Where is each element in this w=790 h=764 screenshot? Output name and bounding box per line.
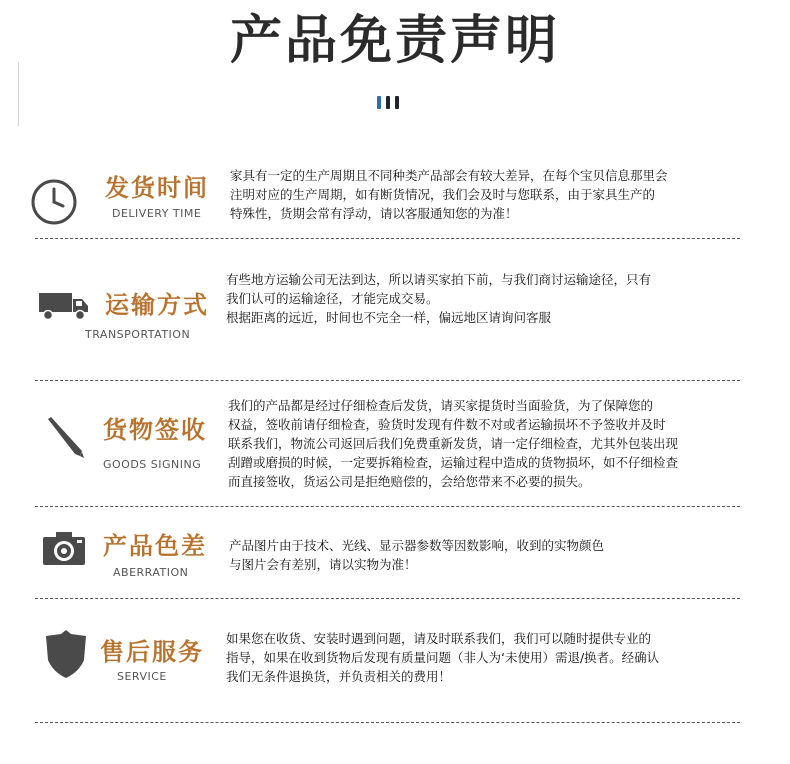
section-heading: 售后服务: [100, 638, 204, 666]
dashed-divider: [35, 722, 740, 723]
section-subheading: ABERRATION: [113, 566, 189, 579]
dashed-divider: [35, 598, 740, 599]
section-heading: 货物签收: [103, 416, 207, 444]
camera-icon: [42, 530, 86, 570]
page-title: 产品免责声明: [229, 11, 560, 71]
section-subheading: SERVICE: [117, 670, 167, 683]
dashed-divider: [35, 238, 740, 239]
section-heading: 产品色差: [103, 532, 207, 560]
section-body: 有些地方运输公司无法到达，所以请买家拍下前，与我们商讨运输途径，只有 我们认可的运输途径，才能完成交易。 根据距离的远近，时间也不完全一样，偏远地区请询问客服: [226, 272, 652, 325]
shield-icon: [43, 628, 89, 684]
section-heading: 运输方式: [105, 291, 209, 319]
section-body: 家具有一定的生产周期且不同种类产品部会有较大差异，在每个宝贝信息那里会 注明对应的生产周期，如有断货情况，我们会及时与您联系，由于家具生产的 特殊性，货期会常有浮动，请以客服通知您的为准！: [230, 168, 668, 221]
truck-icon: [38, 290, 90, 326]
section-body: 产品图片由于技术、光线、显示器参数等因数影响，收到的实物颜色 与图片会有差别，请以实物为准！: [229, 538, 605, 572]
dashed-divider: [35, 380, 740, 381]
clock-icon: [30, 178, 78, 230]
section-body: 如果您在收货、安装时遇到问题，请及时联系我们，我们可以随时提供专业的 指导，如果在收到货物后发现有质量问题（非人为‘未使用）需退/换者。经确认 我们无条件退换货，并负责相关的费用！: [226, 631, 660, 684]
section-body: 我们的产品都是经过仔细检查后发货，请买家提货时当面验货，为了保障您的 权益，签收前请仔细检查，验货时发现有件数不对或者运输损坏不予签收并及时 联系我们，物流公司返回后我们免费重新发货，请一定仔细检查，尤其外包装出现 刮蹭或磨损的时候，一定要拆箱检查，运输过程中造成的货物损坏，如不仔细检查 而直接签收，货运公司是拒绝赔偿的，会给您带来不必要的损失。: [228, 398, 679, 489]
section-subheading: DELIVERY TIME: [112, 207, 202, 220]
section-subheading: TRANSPORTATION: [85, 328, 191, 341]
dashed-divider: [35, 506, 740, 507]
section-heading: 发货时间: [105, 174, 209, 202]
pen-icon: [42, 415, 86, 463]
title-decoration-bars: [377, 96, 409, 110]
section-subheading: GOODS SIGNING: [103, 458, 202, 471]
